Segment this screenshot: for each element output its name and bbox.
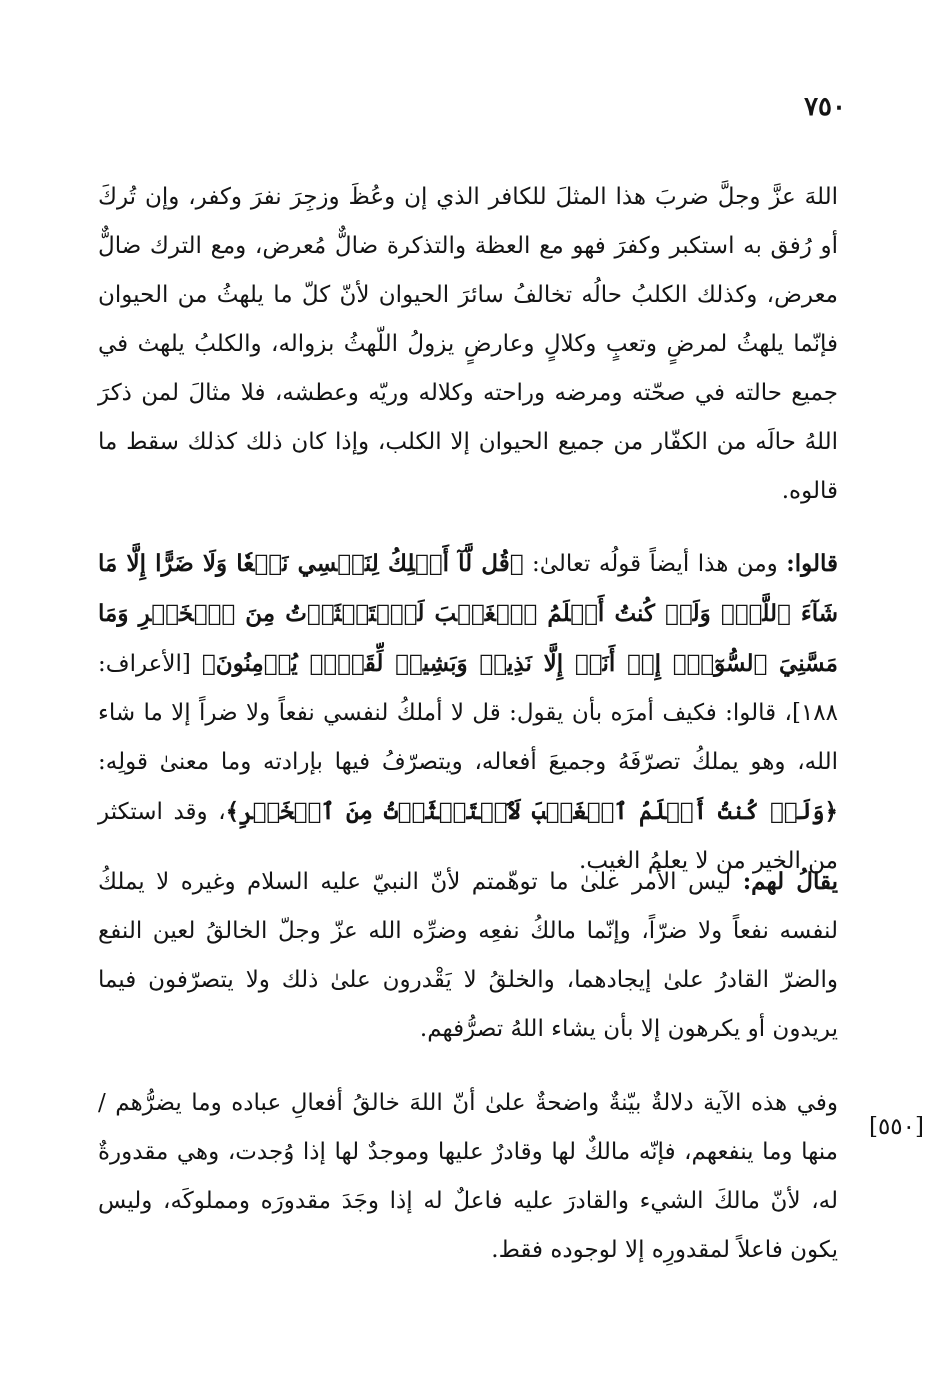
paragraph-2-text-1: ومن هذا أيضاً قولُه تعالىٰ:	[523, 551, 787, 577]
page-number: ٧٥٠	[804, 92, 846, 122]
paragraph-3-lead: يقالُ لهم:	[742, 868, 839, 895]
paragraph-3	[98, 857, 838, 1054]
paragraph-2-lead: قالوا:	[786, 550, 838, 577]
quran-verse-1: ﴿قُل لَّآ أَمۡلِكُ لِنَفۡسِي نَفۡعٗا وَلَا ضَرًّا إِلَّا مَا شَآءَ ٱللَّهُۚ وَلَوۡ كُنتُ أَعۡلَمُ ٱلۡغَيۡبَ لَٱسۡتَكۡثَرۡتُ مِنَ ٱلۡخَيۡرِ وَمَا مَسَّنِيَ ٱلسُّوٓءُۚ إِنۡ أَنَا۠ إِلَّا نَذِيرٞ وَبَشِيرٞ لِّقَوۡمٖ يُؤۡمِنُونَ﴾	[98, 550, 839, 677]
paragraph-2-text-2: [الأعراف: ١٨٨]، قالوا: فكيف أمرَه بأن يقول: قل لا أملكُ لنفسي نفعاً ولا ضراً إلا ما شاء الله، وهو يملكُ تصرّفَهُ وجميعَ أفعاله، ويتصرّفُ فيها بإرادته وما معنىٰ قولِه:	[98, 651, 838, 775]
paragraph-3-text: ليس الأمر علىٰ ما توهّمتم لأنّ النبيّ عليه السلام وغيره لا يملكُ لنفسه نفعاً ولا ضرّاً، وإنّما مالكُ نفعِه وضرِّه الله عزّ وجلّ الخالقُ لعين النفع والضرّ القادرُ علىٰ إيجادهما، والخلقُ لا يَقْدرون علىٰ ذلك ولا يتصرّفون فيما يريدون أو يكرهون إلا بأن يشاء اللهُ تصرُّفهم.	[98, 869, 838, 1042]
paragraph-2	[98, 539, 838, 886]
quran-verse-2: ﴿وَلَوۡ كُنتُ أَعۡلَمُ ٱلۡغَيۡبَ لَٱسۡتَكۡثَرۡتُ مِنَ ٱلۡخَيۡرِ﴾	[225, 798, 838, 825]
paragraph-1: اللهَ عزَّ وجلَّ ضربَ هذا المثلَ للكافر الذي إن وعُظَ وزجِرَ نفرَ وكفر، وإن تُركَ أو رُفق به استكبر وكفرَ فهو مع العظة والتذكرة ضالٌّ مُعرض، ومع الترك ضالٌّ معرض، وكذلك الكلبُ حالُه تخالفُ سائرَ الحيوان لأنّ كلّ ما يلهثُ من الحيوان فإنّما يلهثُ لمرضٍ وتعبٍ وكلالٍ وعارضٍ يزولُ اللّهثُ بزواله، والكلبُ يلهث في جميع حالته في صحّته ومرضه وراحته وكلاله وريّه وعطشه، فلا مثالَ لمن ذكرَ اللهُ حالَه من الكفّار من جميع الحيوان إلا الكلب، وإذا كان ذلك كذلك سقط ما قالوه.	[98, 184, 838, 504]
paragraph-4: وفي هذه الآية دلالةٌ بيّنةٌ واضحةٌ علىٰ أنّ اللهَ خالقُ أفعالِ عباده وما يضرُّهم / منها وما ينفعهم، فإنّه مالكٌ لها وقادرٌ عليها وموجدٌ لها إذا وُجدت، وهي مقدورةٌ له، لأنّ مالكَ الشيء والقادرَ عليه فاعلٌ له إذا وجَدَ مقدورَه ومملوكَه، وليس يكون فاعلاً لمقدورِه إلا لوجوده فقط.	[98, 1090, 838, 1263]
paragraph-2-text-3: ، وقد استكثر من الخير من لا يعلمُ الغيب.	[98, 799, 838, 874]
margin-page-reference: [٥٥٠]	[868, 1114, 924, 1140]
